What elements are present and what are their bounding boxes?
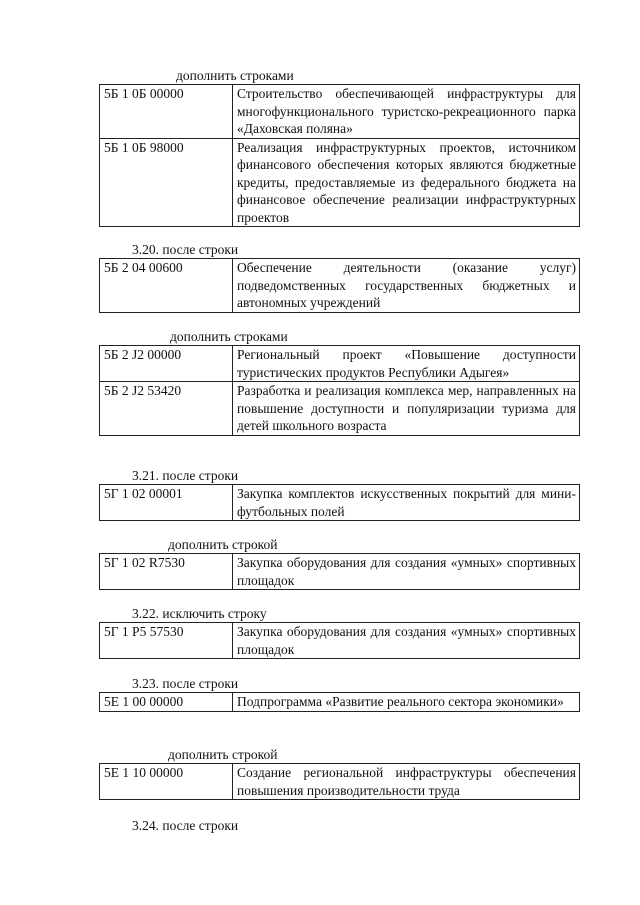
expense-description: Региональный проект «Повышение доступности туристических продуктов Республики Адыгея»: [233, 346, 580, 382]
table-row: [100, 382, 580, 436]
table-row: [100, 138, 580, 227]
expense-description: Обеспечение деятельности (оказание услуг) подведомственных государственных бюджетных и автономных учреждений: [233, 259, 580, 313]
budget-code-table: [99, 692, 580, 712]
budget-code: 5Г 1 02 00001: [100, 485, 233, 521]
expense-description: Закупка комплектов искусственных покрытий для мини-футбольных полей: [233, 485, 580, 521]
table-row: [100, 485, 580, 521]
budget-code: 5Г 1 02 R7530: [100, 554, 233, 590]
section-heading: дополнить строкой: [168, 747, 278, 762]
table-row: [100, 623, 580, 659]
budget-code: 5Г 1 P5 57530: [100, 623, 233, 659]
section-heading: 3.20. после строки: [132, 242, 239, 257]
expense-description: Строительство обеспечивающей инфраструктуры для многофункционального туристско-рекреационного парка «Даховская поляна»: [233, 85, 580, 139]
budget-code-table: [99, 622, 580, 659]
section-heading: 3.22. исключить строку: [132, 606, 267, 621]
budget-code-table: [99, 84, 580, 227]
table-row: [100, 346, 580, 382]
table-row: [100, 259, 580, 313]
table-row: [100, 85, 580, 139]
expense-description: Реализация инфраструктурных проектов, источником финансового обеспечения которых являются бюджетные кредиты, предоставляемые из федерального бюджета на финансовое обеспечение реализации инфраструктурных проектов: [233, 138, 580, 227]
expense-description: Закупка оборудования для создания «умных» спортивных площадок: [233, 623, 580, 659]
section-heading: дополнить строкой: [168, 537, 278, 552]
expense-description: Разработка и реализация комплекса мер, направленных на повышение доступности и популяризации туризма для детей школьного возраста: [233, 382, 580, 436]
budget-code: 5Б 2 J2 53420: [100, 382, 233, 436]
budget-code-table: [99, 258, 580, 313]
expense-description: Подпрограмма «Развитие реального сектора экономики»: [233, 693, 580, 712]
budget-code: 5Е 1 00 00000: [100, 693, 233, 712]
table-row: [100, 554, 580, 590]
budget-code: 5Е 1 10 00000: [100, 764, 233, 800]
budget-code-table: [99, 345, 580, 436]
budget-code-table: [99, 484, 580, 521]
budget-code: 5Б 1 0Б 00000: [100, 85, 233, 139]
budget-code-table: [99, 763, 580, 800]
section-heading: дополнить строками: [170, 329, 288, 344]
expense-description: Создание региональной инфраструктуры обеспечения повышения производительности труда: [233, 764, 580, 800]
table-row: [100, 693, 580, 712]
section-heading: 3.24. после строки: [132, 818, 239, 833]
budget-code: 5Б 2 J2 00000: [100, 346, 233, 382]
budget-code-table: [99, 553, 580, 590]
section-heading: 3.23. после строки: [132, 676, 239, 691]
expense-description: Закупка оборудования для создания «умных» спортивных площадок: [233, 554, 580, 590]
budget-code: 5Б 2 04 00600: [100, 259, 233, 313]
budget-code: 5Б 1 0Б 98000: [100, 138, 233, 227]
table-row: [100, 764, 580, 800]
section-heading: дополнить строками: [176, 68, 294, 83]
section-heading: 3.21. после строки: [132, 468, 239, 483]
